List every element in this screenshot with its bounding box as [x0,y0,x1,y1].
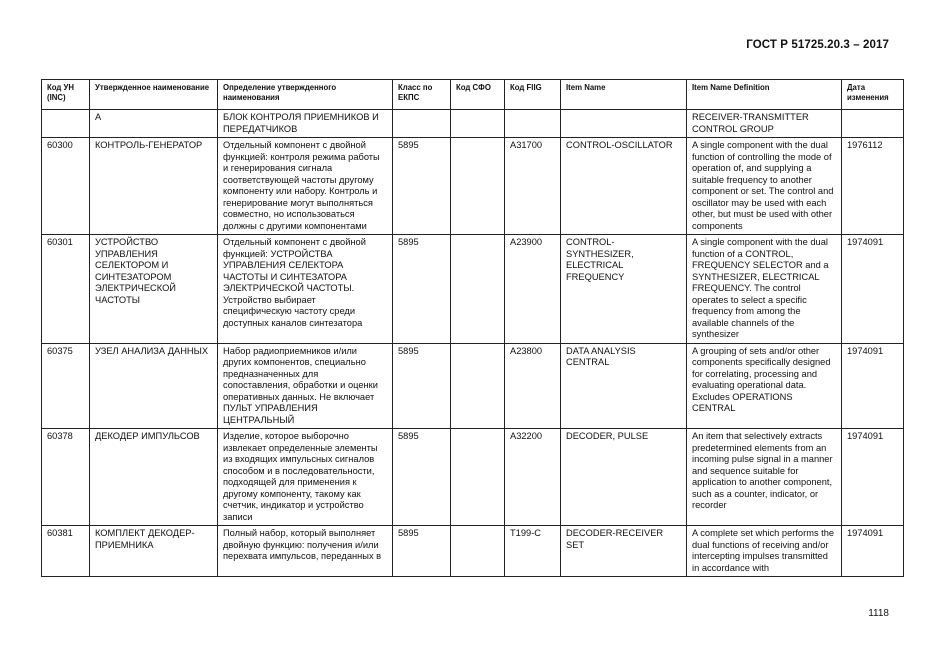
cell-date: 1974091 [842,526,904,577]
cell-inc: 60378 [42,429,90,526]
cell-fiig [505,110,561,138]
cell-sfo [451,526,505,577]
col-header-date: Дата изменения [842,80,904,110]
cell-definition: Отдельный компонент с двойной функцией: УСТРОЙСТВА УПРАВЛЕНИЯ СЕЛЕКТОРА ЧАСТОТЫ И СИНТЕЗАТОРА ЭЛЕКТРИЧЕСКОЙ ЧАСТОТЫ. Устройство выбирает специфическую частоту среди доступных каналов синтезатора [218,235,393,344]
cell-inc [42,110,90,138]
cell-class [393,110,451,138]
cell-item-def: An item that selectively extracts predetermined elements from an incoming pulse signal in a manner and sequence suitable for application to another component, such as a counter, indicator, or recorder [687,429,842,526]
table-row [42,138,904,235]
cell-fiig: A23800 [505,343,561,429]
cell-item-def: A single component with the dual function of a CONTROL, FREQUENCY SELECTOR and a SYNTHESIZER, ELECTRICAL FREQUENCY. The control operates to select a specific frequency from among the available channels of the synthesizer [687,235,842,344]
cell-definition: Изделие, которое выборочно извлекает определенные элементы из входящих импульсных сигналов способом и в последовательности, подходящей для применения к другому компоненту, такому как счетчик, индикатор и устройство записи [218,429,393,526]
cell-fiig: A32200 [505,429,561,526]
col-header-item-name: Item Name [561,80,687,110]
cell-class: 5895 [393,526,451,577]
cell-item-def: RECEIVER-TRANSMITTER CONTROL GROUP [687,110,842,138]
cell-definition: Отдельный компонент с двойной функцией: контроля режима работы и генерирования сигнала соответствующей частоты другому компоненту или набору. Контроль и генерирование могут выполняться совместно, но использоваться должны с другими компонентами [218,138,393,235]
cell-item-name: DECODER, PULSE [561,429,687,526]
cell-class: 5895 [393,235,451,344]
cell-item-name: CONTROL-OSCILLATOR [561,138,687,235]
cell-date: 1974091 [842,235,904,344]
cell-name: УСТРОЙСТВО УПРАВЛЕНИЯ СЕЛЕКТОРОМ И СИНТЕЗАТОРОМ ЭЛЕКТРИЧЕСКОЙ ЧАСТОТЫ [90,235,218,344]
cell-item-def: A grouping of sets and/or other components specifically designed for correlating, processing and evaluating operational data. Excludes OPERATIONS CENTRAL [687,343,842,429]
table-header-row [42,80,904,110]
cell-name: А [90,110,218,138]
cell-fiig: A23900 [505,235,561,344]
table-row [42,429,904,526]
col-header-item-def: Item Name Definition [687,80,842,110]
table-row [42,235,904,344]
cell-inc: 60301 [42,235,90,344]
page-number: 1118 [868,608,889,619]
cell-inc: 60381 [42,526,90,577]
cell-class: 5895 [393,138,451,235]
col-header-class: Класс по ЕКПС [393,80,451,110]
cell-item-name [561,110,687,138]
cell-definition: БЛОК КОНТРОЛЯ ПРИЕМНИКОВ И ПЕРЕДАТЧИКОВ [218,110,393,138]
cell-class: 5895 [393,429,451,526]
cell-name: КОНТРОЛЬ-ГЕНЕРАТОР [90,138,218,235]
table-row [42,110,904,138]
col-header-definition: Определение утвержденного наименования [218,80,393,110]
col-header-fiig: Код FIIG [505,80,561,110]
cell-date: 1974091 [842,429,904,526]
cell-inc: 60375 [42,343,90,429]
cell-item-name: DATA ANALYSIS CENTRAL [561,343,687,429]
cell-sfo [451,110,505,138]
cell-fiig: A31700 [505,138,561,235]
col-header-inc: Код УН (INC) [42,80,90,110]
table-row [42,526,904,577]
cell-item-def: A single component with the dual function of controlling the mode of operation of, and supplying a suitable frequency to another component or set. The control and oscillator may be used with each other, but must be used with other components [687,138,842,235]
cell-item-name: CONTROL-SYNTHESIZER, ELECTRICAL FREQUENCY [561,235,687,344]
cell-fiig: T199-C [505,526,561,577]
cell-sfo [451,138,505,235]
cell-definition: Набор радиоприемников и/или других компонентов, специально предназначенных для сопоставления, обработки и оценки оперативных данных. Не включает ПУЛЬТ УПРАВЛЕНИЯ ЦЕНТРАЛЬНЫЙ [218,343,393,429]
cell-class: 5895 [393,343,451,429]
cell-name: ДЕКОДЕР ИМПУЛЬСОВ [90,429,218,526]
col-header-name: Утвержденное наименование [90,80,218,110]
cell-date [842,110,904,138]
document-code: ГОСТ Р 51725.20.3 – 2017 [746,39,889,51]
cell-sfo [451,235,505,344]
cell-name: КОМПЛЕКТ ДЕКОДЕР-ПРИЕМНИКА [90,526,218,577]
col-header-sfo: Код СФО [451,80,505,110]
cell-sfo [451,343,505,429]
cell-name: УЗЕЛ АНАЛИЗА ДАННЫХ [90,343,218,429]
cell-definition: Полный набор, который выполняет двойную функцию: получения и/или перехвата импульсов, переданных в [218,526,393,577]
cell-item-def: A complete set which performs the dual functions of receiving and/or intercepting impulses transmitted in accordance with [687,526,842,577]
cell-date: 1974091 [842,343,904,429]
cell-date: 1976112 [842,138,904,235]
cell-sfo [451,429,505,526]
catalog-table [41,79,904,577]
table-row [42,343,904,429]
cell-item-name: DECODER-RECEIVER SET [561,526,687,577]
cell-inc: 60300 [42,138,90,235]
